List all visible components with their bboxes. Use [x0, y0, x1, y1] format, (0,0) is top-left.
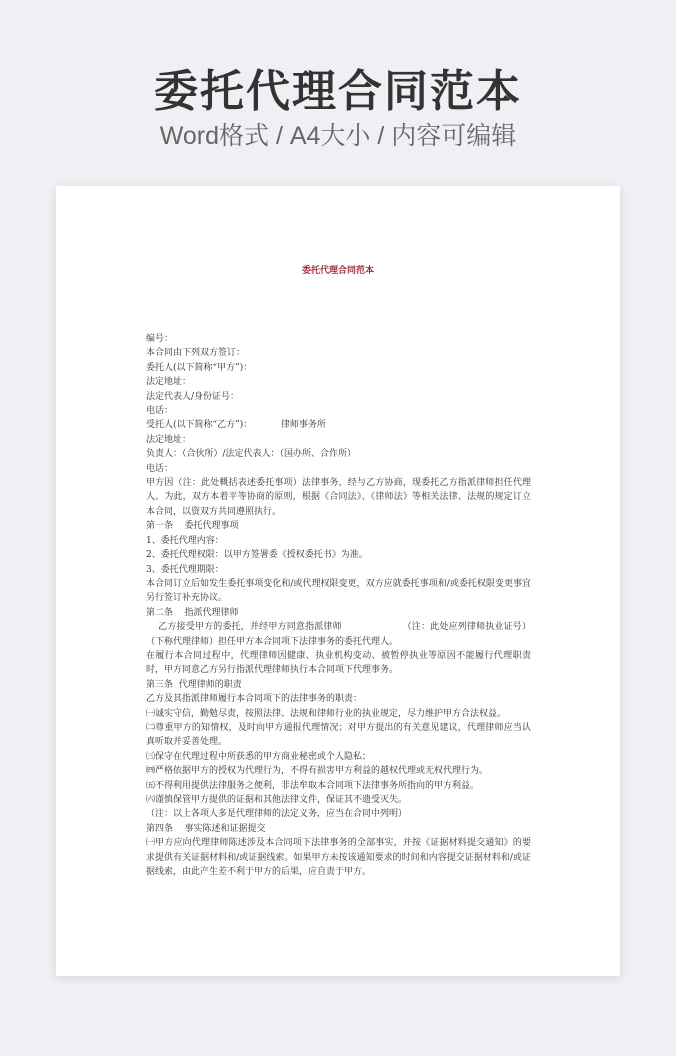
article-3-item-1: ㈠诚实守信，勤勉尽责，按照法律、法规和律师行业的执业规定，尽力维护甲方合法权益。: [146, 708, 507, 719]
party-b-line: 受托人(以下简称“乙方”)： 律师事务所: [146, 420, 326, 431]
article-3-note: （注：以上各项人多是代理律师的法定义务，应当在合同中列明）: [146, 809, 408, 820]
article-2-paragraph-2: 在履行本合同过程中，代理律师因健康、执业机构变动、被暂停执业等原因不能履行代理职责时，甲方同意乙方另行指派代理律师执行本合同项下代理事务。: [146, 650, 531, 676]
party-b-phone-line: 电话：: [146, 463, 174, 474]
article-1-heading: 第一条 委托代理事项: [146, 521, 239, 532]
article-1-item-3: 3、委托代理期限：: [146, 564, 224, 575]
article-1-item-1: 1、委托代理内容：: [146, 535, 224, 546]
party-a-representative-line: 法定代表人/身份证号：: [146, 391, 240, 402]
article-1-item-2: 2、委托代理权限：以甲方签署委《授权委托书》为准。: [146, 550, 368, 561]
party-b-head-line: 负责人：（合伙所）/法定代表人：（国办所、合作所）: [146, 449, 357, 460]
document-title: 委托代理合同范本: [301, 266, 374, 276]
article-3-item-5: ㈤不得利用提供法律服务之便利，非法牟取本合同项下法律事务所指向的甲方利益。: [146, 780, 480, 791]
article-3-item-6: ㈥谨慎保管甲方提供的证据和其他法律文件，保证其不遗受灭失。: [146, 795, 408, 805]
document-page: [56, 186, 620, 976]
article-2-paragraph-1: 乙方接受甲方的委托，并经甲方同意指派律师 （注：此处应列律师执业证号）（下称代理律师）担任甲方本合同项下法律事务的委托代理人。: [146, 622, 531, 647]
article-3-intro: 乙方及其指派律师履行本合同项下的法律事务的职责：: [146, 694, 363, 705]
article-3-item-4: ㈣严格依据甲方的授权为代理行为，不得有损害甲方利益的越权代理或无权代理行为。: [146, 766, 489, 777]
contract-number-line: 编号：: [146, 334, 174, 344]
promo-title: 委托代理合同范本: [154, 66, 522, 117]
article-3-item-2: ㈡尊重甲方的知情权，及时向甲方通报代理情况；对甲方提出的有关意见建议，代理律师应当认真听取并妥善处理。: [146, 722, 531, 748]
document-body: [146, 332, 531, 879]
party-a-line: 委托人(以下简称“甲方”)：: [146, 362, 253, 373]
article-3-heading: 第三条 代理律师的职责: [146, 679, 242, 690]
article-4-item-1: ㈠甲方应向代理律师陈述涉及本合同项下法律事务的全部事实，并按《证据材料提交通知》的要求提供有关证据材料和/或证据线索。如果甲方未按该通知要求的时间和内容提交证据材料和/或证据线索，由此产生差不利于甲方的后果，应自责于甲方。: [146, 838, 531, 878]
promo-subtitle: Word格式 / A4大小 / 内容可编辑: [159, 122, 517, 150]
article-4-heading: 第四条 事实陈述和证据提交: [146, 823, 266, 834]
party-b-address-line: 法定地址：: [146, 434, 192, 445]
party-a-phone-line: 电话：: [146, 406, 174, 417]
parties-intro-line: 本合同由下列双方签订：: [146, 348, 246, 359]
preamble-paragraph: 甲方因（注：此处概括表述委托事项）法律事务，经与乙方协商，现委托乙方指派律师担任代理人。为此，双方本着平等协商的原则，根据《合同法》、《律师法》等相关法律、法规的规定订立本合同，以资双方共同遵照执行。: [146, 478, 531, 517]
article-1-paragraph: 本合同订立后如发生委托事项变化和/或代理权限变更，双方应就委托事项和/或委托权限变更事宜另行签订补充协议。: [146, 578, 531, 604]
party-a-address-line: 法定地址：: [146, 377, 192, 388]
article-3-item-3: ㈢保守在代理过程中所获悉的甲方商业秘密或个人隐私；: [146, 751, 372, 762]
article-2-heading: 第二条 指派代理律师: [146, 607, 239, 618]
